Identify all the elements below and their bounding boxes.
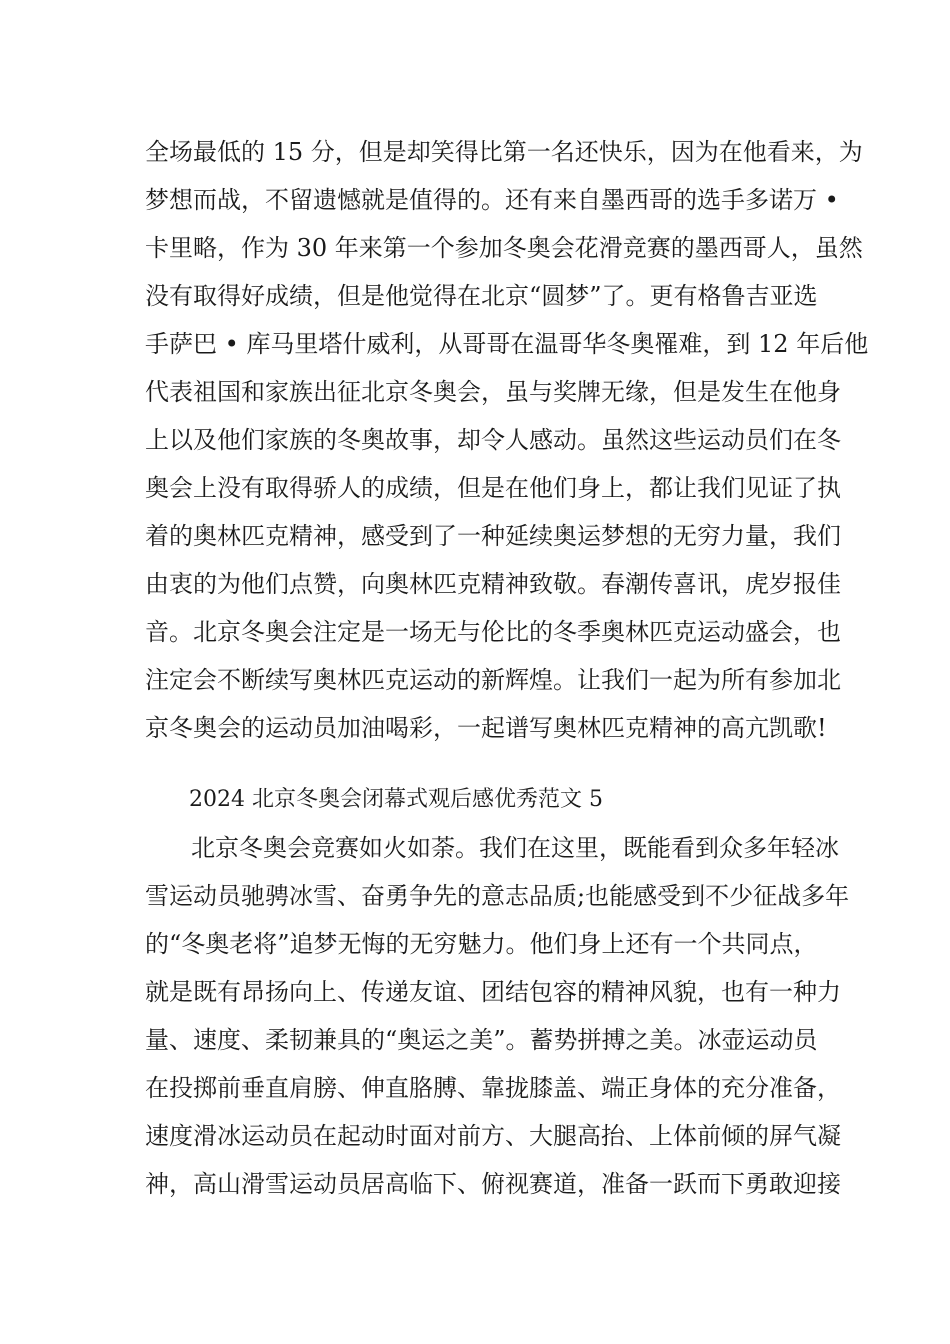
text-line: 音。北京冬奥会注定是一场无与伦比的冬季奥林匹克运动盛会，也 <box>145 618 841 646</box>
text-line: 量、速度、柔韧兼具的“奥运之美”。蓄势拼搏之美。冰壶运动员 <box>145 1026 818 1054</box>
text-line: 就是既有昂扬向上、传递友谊、团结包容的精神风貌，也有一种力 <box>145 978 841 1006</box>
paragraph-new <box>145 824 850 1208</box>
text-line: 神，高山滑雪运动员居高临下、俯视赛道，准备一跃而下勇敢迎接 <box>145 1170 841 1198</box>
text-line: 着的奥林匹克精神，感受到了一种延续奥运梦想的无穷力量，我们 <box>145 522 841 550</box>
text-line: 京冬奥会的运动员加油喝彩，一起谱写奥林匹克精神的高亢凯歌! <box>145 714 827 742</box>
text-line: 没有取得好成绩，但是他觉得在北京“圆梦”了。更有格鲁吉亚选 <box>145 282 818 310</box>
text-line: 卡里略，作为 30 年来第一个参加冬奥会花滑竞赛的墨西哥人，虽然 <box>145 234 863 262</box>
section-heading-block <box>145 776 815 824</box>
text-line: 全场最低的 15 分，但是却笑得比第一名还快乐，因为在他看来，为 <box>145 138 863 166</box>
text-line: 由衷的为他们点赞，向奥林匹克精神致敬。春潮传喜讯，虎岁报佳 <box>145 570 841 598</box>
text-line: 速度滑冰运动员在起动时面对前方、大腿高抬、上体前倾的屏气凝 <box>145 1122 841 1150</box>
text-line: 雪运动员驰骋冰雪、奋勇争先的意志品质;也能感受到不少征战多年 <box>145 882 850 910</box>
section-heading: 2024 北京冬奥会闭幕式观后感优秀范文 5 <box>189 787 603 812</box>
text-line: 注定会不断续写奥林匹克运动的新辉煌。让我们一起为所有参加北 <box>145 666 841 694</box>
text-line: 北京冬奥会竞赛如火如荼。我们在这里，既能看到众多年轻冰 <box>191 834 839 862</box>
text-line: 梦想而战，不留遗憾就是值得的。还有来自墨西哥的选手多诺万 • <box>145 186 839 214</box>
text-line: 手萨巴 • 库马里塔什威利，从哥哥在温哥华冬奥罹难，到 12 年后他 <box>145 330 869 358</box>
text-line: 在投掷前垂直肩膀、伸直胳膊、靠拢膝盖、端正身体的充分准备， <box>145 1074 841 1102</box>
paragraph-continuation <box>145 128 869 752</box>
text-line: 代表祖国和家族出征北京冬奥会，虽与奖牌无缘，但是发生在他身 <box>145 378 841 406</box>
text-line: 上以及他们家族的冬奥故事，却令人感动。虽然这些运动员们在冬 <box>145 426 841 454</box>
text-line: 奥会上没有取得骄人的成绩，但是在他们身上，都让我们见证了执 <box>145 474 841 502</box>
text-line: 的“冬奥老将”追梦无悔的无穷魅力。他们身上还有一个共同点， <box>145 930 818 958</box>
